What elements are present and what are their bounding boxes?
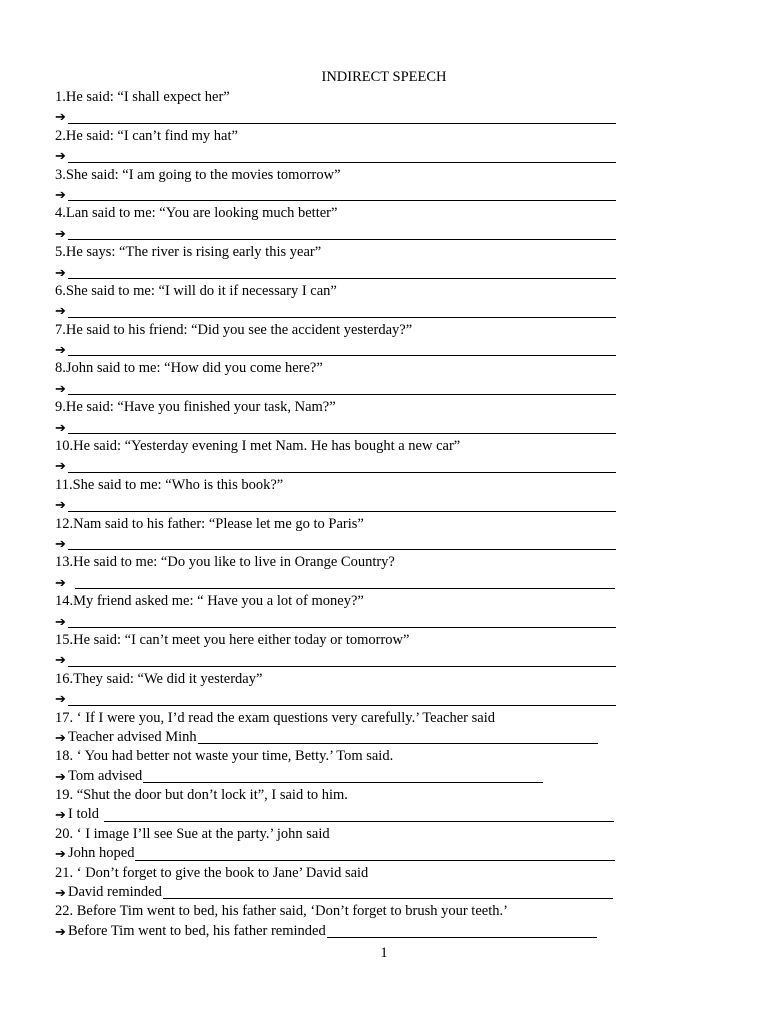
answer-blank-line[interactable] — [327, 923, 597, 938]
arrow-icon: ➔ — [55, 885, 66, 900]
answer-row-4 — [55, 224, 625, 243]
answer-row-1 — [55, 107, 625, 126]
arrow-icon: ➔ — [55, 652, 66, 668]
answer-row-9 — [55, 418, 625, 437]
answer-blank-line[interactable] — [68, 380, 616, 395]
answer-row-14 — [55, 612, 625, 631]
answer-row-13 — [55, 573, 625, 592]
answer-row-16 — [55, 689, 625, 708]
answer-row-22 — [55, 922, 625, 941]
question-22: 22. Before Tim went to bed, his father said, ‘Don’t forget to brush your teeth.’ — [55, 903, 508, 920]
answer-row-17 — [55, 728, 625, 747]
arrow-icon: ➔ — [55, 535, 66, 551]
answer-prefix: Tom advised — [68, 767, 143, 784]
answer-blank-line[interactable] — [68, 341, 616, 356]
arrow-icon: ➔ — [55, 846, 66, 862]
question-15: 15.He said: “I can’t meet you here either today or tomorrow” — [55, 631, 410, 648]
answer-blank-line[interactable] — [68, 419, 616, 434]
answer-row-12 — [55, 534, 625, 553]
answer-row-3 — [55, 185, 625, 204]
answer-blank-line[interactable] — [68, 264, 616, 279]
answer-blank-line[interactable] — [68, 497, 616, 512]
arrow-icon: ➔ — [55, 264, 66, 280]
question-19: 19. “Shut the door but don’t lock it”, I said to him. — [55, 787, 348, 804]
question-16: 16.They said: “We did it yesterday” — [55, 670, 263, 687]
answer-blank-line[interactable] — [198, 729, 598, 744]
page-title: INDIRECT SPEECH — [321, 69, 447, 85]
question-10: 10.He said: “Yesterday evening I met Nam. He has bought a new car” — [55, 438, 461, 455]
answer-blank-line[interactable] — [68, 458, 616, 473]
arrow-icon: ➔ — [55, 729, 66, 745]
question-21: 21. ‘ Don’t forget to give the book to Jane’ David said — [55, 864, 369, 881]
answer-blank-line[interactable] — [104, 807, 614, 822]
answer-blank-line[interactable] — [163, 884, 613, 899]
answer-prefix: Teacher advised Minh — [68, 728, 197, 745]
answer-blank-line[interactable] — [68, 148, 616, 163]
arrow-icon: ➔ — [55, 458, 66, 474]
question-5: 5.He says: “The river is rising early this year” — [55, 244, 322, 261]
answer-row-11 — [55, 495, 625, 514]
answer-row-7 — [55, 340, 625, 359]
answer-blank-line[interactable] — [135, 846, 615, 861]
answer-row-21 — [55, 883, 625, 902]
arrow-icon: ➔ — [55, 768, 66, 784]
question-12: 12.Nam said to his father: “Please let me go to Paris” — [55, 515, 364, 532]
arrow-icon: ➔ — [55, 303, 66, 319]
question-20: 20. ‘ I image I’ll see Sue at the party.’ john said — [55, 825, 330, 842]
question-1: 1.He said: “I shall expect her” — [55, 89, 230, 105]
answer-prefix: John hoped — [68, 845, 135, 862]
answer-row-20 — [55, 844, 625, 863]
answer-blank-line[interactable] — [68, 691, 616, 706]
question-8: 8.John said to me: “How did you come here?” — [55, 360, 323, 377]
question-3: 3.She said: “I am going to the movies tomorrow” — [55, 166, 341, 183]
answer-row-8 — [55, 379, 625, 398]
question-2: 2.He said: “I can’t find my hat” — [55, 127, 238, 144]
question-17: 17. ‘ If I were you, I’d read the exam questions very carefully.’ Teacher said — [55, 709, 495, 726]
exercise-list — [55, 88, 625, 941]
answer-blank-line[interactable] — [68, 535, 616, 550]
answer-prefix: Before Tim went to bed, his father reminded — [68, 922, 326, 939]
arrow-icon: ➔ — [55, 613, 66, 629]
answer-row-15 — [55, 650, 625, 669]
answer-row-5 — [55, 263, 625, 282]
arrow-icon: ➔ — [55, 380, 66, 396]
arrow-icon: ➔ — [55, 574, 66, 590]
question-9: 9.He said: “Have you finished your task, Nam?” — [55, 399, 336, 416]
question-14: 14.My friend asked me: “ Have you a lot of money?” — [55, 593, 364, 610]
question-7: 7.He said to his friend: “Did you see the accident yesterday?” — [55, 321, 413, 338]
answer-blank-line[interactable] — [68, 109, 616, 124]
answer-row-2 — [55, 146, 625, 165]
answer-blank-line[interactable] — [143, 768, 543, 783]
question-13: 13.He said to me: “Do you like to live in Orange Country? — [55, 554, 395, 571]
page-number: 1 — [380, 945, 388, 961]
arrow-icon: ➔ — [55, 419, 66, 435]
answer-row-10 — [55, 456, 625, 475]
answer-blank-line[interactable] — [68, 303, 616, 318]
arrow-icon: ➔ — [55, 225, 66, 241]
arrow-icon: ➔ — [55, 807, 66, 823]
answer-row-18 — [55, 767, 625, 786]
arrow-icon: ➔ — [55, 109, 66, 125]
answer-blank-line[interactable] — [68, 613, 616, 628]
question-4: 4.Lan said to me: “You are looking much better” — [55, 205, 338, 222]
question-18: 18. ‘ You had better not waste your time, Betty.’ Tom said. — [55, 748, 394, 765]
question-11: 11.She said to me: “Who is this book?” — [55, 476, 284, 493]
answer-row-6 — [55, 301, 625, 320]
arrow-icon: ➔ — [55, 691, 66, 707]
answer-prefix: David reminded — [68, 884, 162, 900]
arrow-icon: ➔ — [55, 148, 66, 164]
answer-blank-line[interactable] — [75, 574, 615, 589]
arrow-icon: ➔ — [55, 342, 66, 358]
answer-row-19 — [55, 805, 625, 824]
question-6: 6.She said to me: “I will do it if necessary I can” — [55, 282, 337, 299]
arrow-icon: ➔ — [55, 497, 66, 513]
arrow-icon: ➔ — [55, 186, 66, 202]
arrow-icon: ➔ — [55, 923, 66, 939]
answer-prefix: I told — [68, 806, 100, 823]
answer-blank-line[interactable] — [68, 225, 616, 240]
answer-blank-line[interactable] — [68, 186, 616, 201]
answer-blank-line[interactable] — [68, 652, 616, 667]
